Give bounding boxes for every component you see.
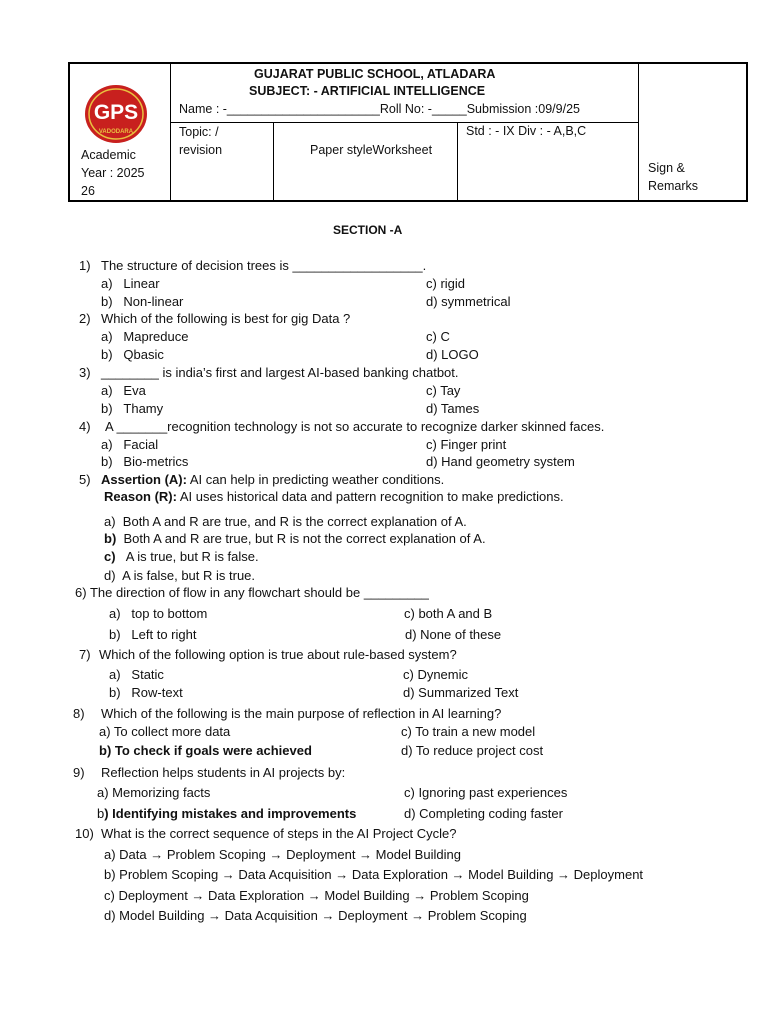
q1-option-b: b) Non-linear bbox=[101, 294, 184, 309]
q6-option-d: d) None of these bbox=[405, 627, 502, 642]
q2-text: Which of the following is best for gig Data ? bbox=[101, 311, 351, 326]
q8-option-a: a) To collect more data bbox=[99, 724, 231, 739]
academic-year-line2: Year : 2025 bbox=[81, 166, 145, 180]
q3-option-b: b) Thamy bbox=[101, 401, 164, 416]
sign-line1: Sign & bbox=[648, 161, 685, 175]
q6-option-b: b) Left to right bbox=[109, 627, 197, 642]
q4-text: A _______recognition technology is not so accurate to recognize darker skinned faces. bbox=[105, 419, 605, 434]
header-table bbox=[68, 62, 748, 202]
q8-option-c: c) To train a new model bbox=[401, 724, 536, 739]
std-div: Std : - IX Div : - A,B,C bbox=[466, 124, 587, 138]
logo-text: GPS bbox=[93, 101, 139, 124]
q9-option-b: b) Identifying mistakes and improvements bbox=[97, 806, 357, 821]
q4-option-b: b) Bio-metrics bbox=[101, 454, 189, 469]
q7-option-c: c) Dynemic bbox=[403, 667, 469, 682]
q6-option-c: c) both A and B bbox=[404, 606, 493, 621]
q8-option-d: d) To reduce project cost bbox=[401, 743, 544, 758]
q2-option-b: b) Qbasic bbox=[101, 347, 164, 362]
q3-number: 3) bbox=[79, 365, 91, 380]
q9-option-a: a) Memorizing facts bbox=[97, 785, 211, 800]
q5-number: 5) bbox=[79, 472, 91, 487]
section-title: SECTION -A bbox=[333, 223, 403, 237]
q2-option-d: d) LOGO bbox=[426, 347, 479, 362]
q7-option-a: a) Static bbox=[109, 667, 164, 682]
q2-option-a: a) Mapreduce bbox=[101, 329, 189, 344]
q1-text: The structure of decision trees is __________________. bbox=[101, 258, 427, 273]
q7-option-b: b) Row-text bbox=[109, 685, 183, 700]
q7-text: Which of the following option is true about rule-based system? bbox=[99, 647, 457, 662]
q6-option-a: a) top to bottom bbox=[109, 606, 208, 621]
q10-text: What is the correct sequence of steps in the AI Project Cycle? bbox=[101, 826, 457, 841]
q1-option-c: c) rigid bbox=[426, 276, 466, 291]
q5-assertion: Assertion (A): AI can help in predicting weather conditions. bbox=[101, 472, 445, 487]
q7-number: 7) bbox=[79, 647, 91, 662]
q5-option-b: b) Both A and R are true, but R is not the correct explanation of A. bbox=[104, 531, 486, 546]
q1-option-d: d) symmetrical bbox=[426, 294, 511, 309]
q10-option-d: d) Model Building → Data Acquisition → Deployment → Problem Scoping bbox=[104, 908, 527, 923]
school-name: GUJARAT PUBLIC SCHOOL, ATLADARA bbox=[254, 67, 496, 81]
q5-option-d: d) A is false, but R is true. bbox=[104, 568, 256, 583]
q4-option-c: c) Finger print bbox=[426, 437, 507, 452]
q3-option-a: a) Eva bbox=[101, 383, 146, 398]
paper-style: Paper styleWorksheet bbox=[310, 143, 433, 157]
q9-number: 9) bbox=[73, 765, 85, 780]
q8-number: 8) bbox=[73, 706, 85, 721]
q4-option-a: a) Facial bbox=[101, 437, 159, 452]
q9-option-c: c) Ignoring past experiences bbox=[404, 785, 568, 800]
q9-text: Reflection helps students in AI projects by: bbox=[101, 765, 346, 780]
q6-line: 6) The direction of flow in any flowchart should be _________ bbox=[75, 585, 429, 600]
q10-number: 10) bbox=[75, 826, 94, 841]
sign-line2: Remarks bbox=[648, 179, 699, 193]
q3-text: ________ is india’s first and largest AI-based banking chatbot. bbox=[101, 365, 459, 380]
q1-option-a: a) Linear bbox=[101, 276, 160, 291]
q3-option-d: d) Tames bbox=[426, 401, 480, 416]
topic-line1: Topic: / bbox=[179, 125, 219, 139]
q5-option-c: c) A is true, but R is false. bbox=[104, 549, 259, 564]
q10-option-b: b) Problem Scoping → Data Acquisition → Data Exploration → Model Building → Deployment bbox=[104, 867, 644, 882]
q5-option-a: a) Both A and R are true, and R is the correct explanation of A. bbox=[104, 514, 467, 529]
q5-reason: Reason (R): AI uses historical data and pattern recognition to make predictions. bbox=[104, 489, 564, 504]
q8-option-b: b) To check if goals were achieved bbox=[99, 743, 312, 758]
q1-number: 1) bbox=[79, 258, 91, 273]
q3-option-c: c) Tay bbox=[426, 383, 461, 398]
name-rollno-line: Name : -______________________Roll No: -_____Submission :09/9/25 bbox=[179, 102, 580, 116]
q2-option-c: c) C bbox=[426, 329, 450, 344]
q2-number: 2) bbox=[79, 311, 91, 326]
topic-line2: revision bbox=[179, 143, 223, 157]
logo-subtext: VADODARA bbox=[98, 129, 134, 135]
q10-option-c: c) Deployment → Data Exploration → Model Building → Problem Scoping bbox=[104, 888, 529, 903]
q7-option-d: d) Summarized Text bbox=[403, 685, 519, 700]
q4-option-d: d) Hand geometry system bbox=[426, 454, 575, 469]
subject-title: SUBJECT: - ARTIFICIAL INTELLIGENCE bbox=[249, 84, 486, 98]
school-logo bbox=[84, 84, 148, 144]
q10-option-a: a) Data → Problem Scoping → Deployment → Model Building bbox=[104, 847, 461, 862]
academic-year-line3: 26 bbox=[81, 184, 95, 198]
q4-number: 4) bbox=[79, 419, 91, 434]
q8-text: Which of the following is the main purpose of reflection in AI learning? bbox=[101, 706, 502, 721]
q9-option-d: d) Completing coding faster bbox=[404, 806, 563, 821]
academic-year-line1: Academic bbox=[81, 148, 136, 162]
